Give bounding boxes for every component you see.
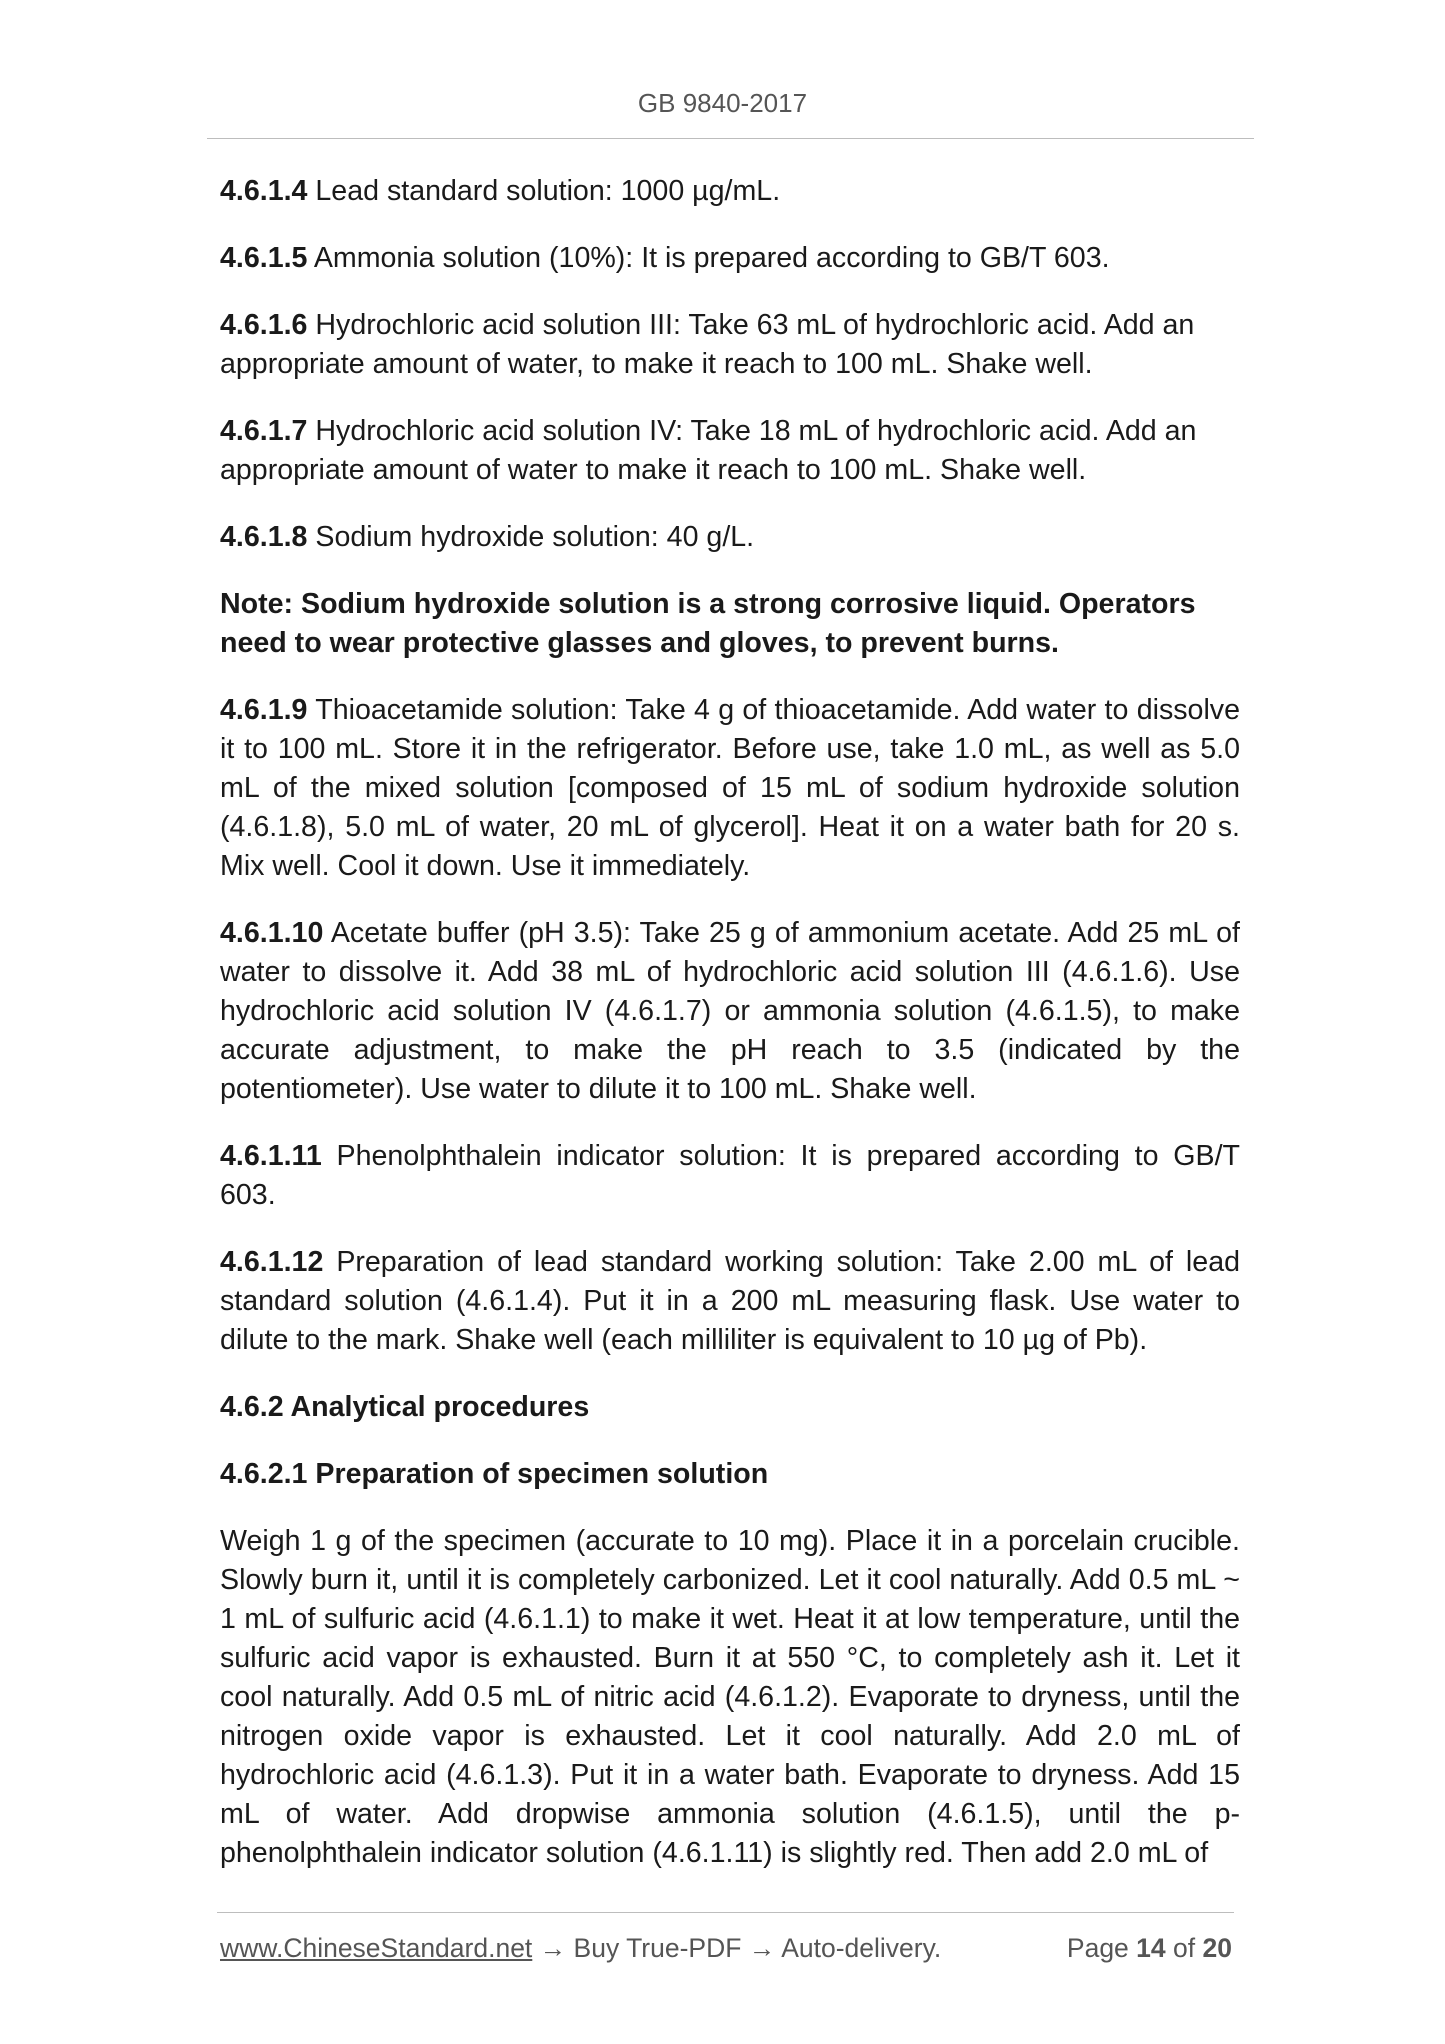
buy-true-pdf-text: Buy True-PDF [573,1933,742,1963]
clause-text: Ammonia solution (10%): It is prepared according to GB/T 603. [307,242,1110,274]
current-page-number: 14 [1136,1933,1166,1963]
clause-4-6-1-8 [220,518,1240,557]
clause-text: Phenolphthalein indicator solution: It is prepared according to GB/T 603. [220,1140,1240,1211]
clause-text: Thioacetamide solution: Take 4 g of thioacetamide. Add water to dissolve it to 100 mL. Store it in the refrigerator. Before use, take 1.0 mL, as well as 5.0 mL of the mixed solution [composed of 15 mL of sodium hydroxide solution (4.6.1.8), 5.0 mL of water, 20 mL of glycerol]. Heat it on a water bath for 20 s. Mix well. Cool it down. Use it immediately. [220,694,1240,882]
section-heading-analytical-procedures: 4.6.2 Analytical procedures [220,1391,590,1423]
clause-number: 4.6.1.12 [220,1246,324,1278]
page-indicator [1067,1933,1232,1964]
clause-text: Acetate buffer (pH 3.5): Take 25 g of ammonium acetate. Add 25 mL of water to dissolve it. Add 38 mL of hydrochloric acid solution III (4.6.1.6). Use hydrochloric acid solution IV (4.6.1.7) or ammonia solution (4.6.1.5), to make accurate adjustment, to make the pH reach to 3.5 (indicated by the potentiometer). Use water to dilute it to 100 mL. Shake well. [220,917,1240,1105]
clause-4-6-1-10 [220,914,1240,1109]
clause-4-6-1-6 [220,306,1240,384]
page-header: GB 9840-2017 [637,88,808,118]
clause-4-6-1-7 [220,412,1240,490]
clause-4-6-1-9 [220,691,1240,886]
clause-text: Preparation of lead standard working solution: Take 2.00 mL of lead standard solution (4.6.1.4). Put it in a 200 mL measuring flask. Use water to dilute to the mark. Shake well (each milliliter is equivalent to 10 µg of Pb). [220,1246,1240,1356]
arrow-icon: → [741,1933,782,1963]
procedure-paragraph: Weigh 1 g of the specimen (accurate to 10 mg). Place it in a porcelain crucible. Slowly burn it, until it is completely carbonized. Let it cool naturally. Add 0.5 mL ~ 1 mL of sulfuric acid (4.6.1.1) to make it wet. Heat it at low temperature, until the sulfuric acid vapor is exhausted. Burn it at 550 °C, to completely ash it. Let it cool naturally. Add 0.5 mL of nitric acid (4.6.1.2). Evaporate to dryness, until the nitrogen oxide vapor is exhausted. Let it cool naturally. Add 2.0 mL of hydrochloric acid (4.6.1.3). Put it in a water bath. Evaporate to dryness. Add 15 mL of water. Add dropwise ammonia solution (4.6.1.5), until the p-phenolphthalein indicator solution (4.6.1.11) is slightly red. Then add 2.0 mL of [220,1525,1240,1869]
clause-4-6-1-12 [220,1243,1240,1360]
page-label: Page [1066,1933,1129,1963]
clause-text: Hydrochloric acid solution III: Take 63 mL of hydrochloric acid. Add an appropriate amount of water, to make it reach to 100 mL. Shake well. [220,309,1195,380]
clause-number: 4.6.1.11 [220,1140,322,1172]
total-pages-number: 20 [1202,1933,1232,1963]
clause-text: Sodium hydroxide solution: 40 g/L. [307,521,755,553]
clause-4-6-1-11 [220,1137,1240,1215]
chinesestandard-link[interactable]: www.ChineseStandard.net [220,1933,533,1963]
clause-number: 4.6.1.10 [220,917,324,949]
clause-number: 4.6.1.6 [220,309,308,341]
clause-number: 4.6.1.5 [220,242,308,274]
clause-4-6-1-5 [220,239,1240,278]
safety-note: Note: Sodium hydroxide solution is a strong corrosive liquid. Operators need to wear protective glasses and gloves, to prevent burns. [220,588,1196,659]
page-footer [220,1933,1232,1964]
header-divider [207,138,1254,139]
of-label: of [1173,1933,1196,1963]
clause-number: 4.6.1.7 [220,415,308,447]
clause-text: Hydrochloric acid solution IV: Take 18 mL of hydrochloric acid. Add an appropriate amount of water to make it reach to 100 mL. Shake well. [220,415,1197,486]
clause-number: 4.6.1.4 [220,175,308,207]
clause-text: Lead standard solution: 1000 µg/mL. [307,175,781,207]
clause-number: 4.6.1.9 [220,694,308,726]
page-content [220,172,1240,1901]
clause-number: 4.6.1.8 [220,521,308,553]
arrow-icon: → [532,1933,574,1963]
clause-4-6-1-4 [220,172,1240,211]
auto-delivery-text: Auto-delivery. [781,1933,942,1963]
section-heading-specimen-solution: 4.6.2.1 Preparation of specimen solution [220,1458,769,1490]
footer-divider [217,1912,1234,1913]
